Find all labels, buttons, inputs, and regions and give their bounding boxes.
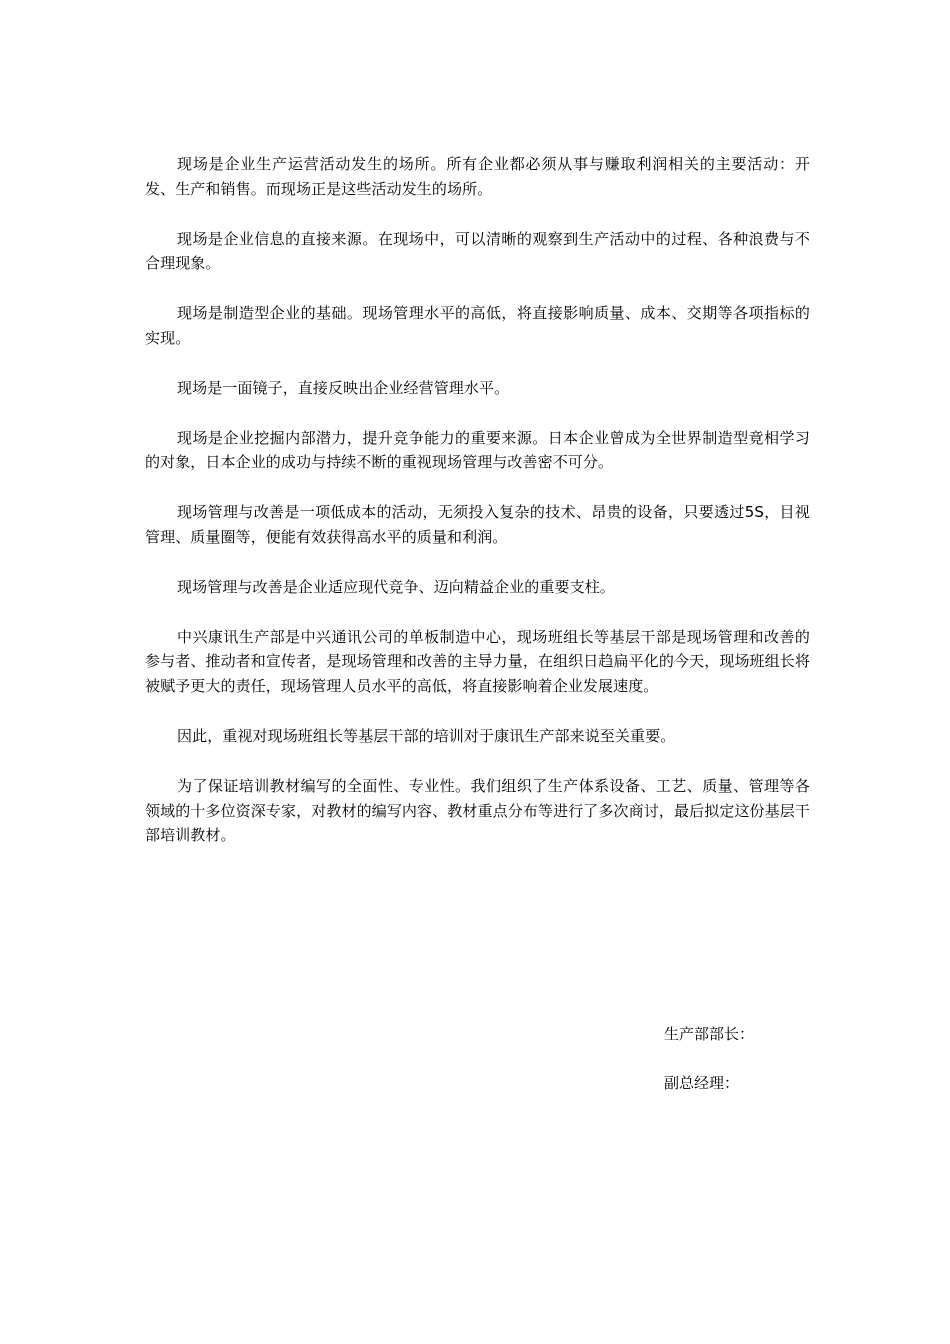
production-director-signature-label: 生产部部长： [664,1025,755,1043]
paragraph-10: 为了保证培训教材编写的全面性、专业性。我们组织了生产体系设备、工艺、质量、管理等各领域的十多位资深专家，对教材的编写内容、教材重点分布等进行了多次商讨，最后拟定这份基层干部培训教材。 [145,776,810,845]
paragraph-4: 现场是一面镜子，直接反映出企业经营管理水平。 [177,378,510,397]
paragraph-7: 现场管理与改善是企业适应现代竞争、迈向精益企业的重要支柱。 [177,577,615,596]
paragraph-8: 中兴康讯生产部是中兴通讯公司的单板制造中心，现场班组长等基层干部是现场管理和改善的参与者、推动者和宣传者，是现场管理和改善的主导力量，在组织日趋扁平化的今天，现场班组长将被赋予更大的责任，现场管理人员水平的高低，将直接影响着企业发展速度。 [145,627,810,696]
paragraph-6: 现场管理与改善是一项低成本的活动，无须投入复杂的技术、昂贵的设备，只要透过5S，目视管理、质量圈等，便能有效获得高水平的质量和利润。 [145,503,810,546]
deputy-general-manager-signature-label: 副总经理： [664,1074,740,1092]
document-body [145,152,810,873]
paragraph-2: 现场是企业信息的直接来源。在现场中，可以清晰的观察到生产活动中的过程、各种浪费与不合理现象。 [145,229,810,273]
paragraph-3: 现场是制造型企业的基础。现场管理水平的高低，将直接影响质量、成本、交期等各项指标的实现。 [145,304,810,347]
paragraph-1: 现场是企业生产运营活动发生的场所。所有企业都必须从事与赚取利润相关的主要活动：开发、生产和销售。而现场正是这些活动发生的场所。 [145,155,810,198]
paragraph-9: 因此，重视对现场班组长等基层干部的培训对于康讯生产部来说至关重要。 [177,726,676,745]
signature-block [664,1022,864,1120]
paragraph-5: 现场是企业挖掘内部潜力，提升竞争能力的重要来源。日本企业曾成为全世界制造型竟相学习的对象，日本企业的成功与持续不断的重视现场管理与改善密不可分。 [145,428,810,472]
